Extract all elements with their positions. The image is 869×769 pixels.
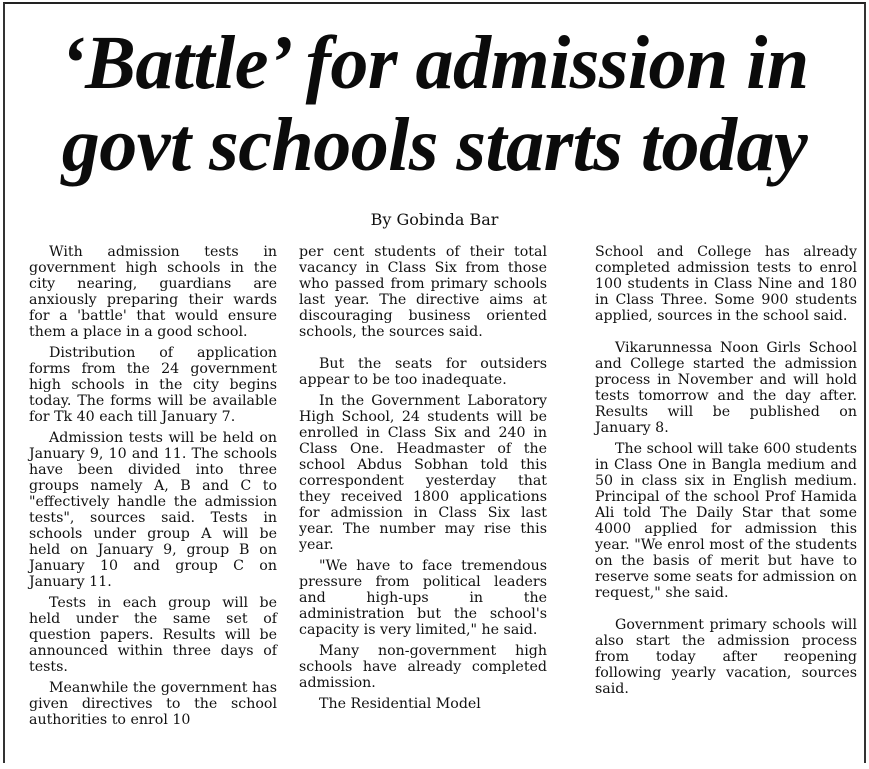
paragraph: The school will take 600 students in Class One in Bangla medium and 50 in class six in English medium. Principal of the school Prof Hamida Ali told The Daily Star that some 4000 applied for admission this year. "We enrol most of the students on the basis of merit but have to reserve some seats for admission on request," she said. <box>595 441 857 601</box>
column-1 <box>29 244 277 733</box>
paragraph: But the seats for outsiders appear to be too inadequate. <box>299 356 547 388</box>
news-article <box>3 2 866 763</box>
paragraph: per cent students of their total vacancy in Class Six from those who passed from primary schools last year. The directive aims at discouraging business oriented schools, the sources said. <box>299 244 547 340</box>
paragraph: The Residential Model <box>319 696 481 712</box>
paragraph: Government primary schools will also start the admission process from today after reopening following yearly vacation, sources said. <box>595 617 857 697</box>
byline: By Gobinda Bar <box>370 210 499 229</box>
paragraph: Many non-government high schools have already completed admission. <box>299 643 547 691</box>
headline-line-2: govt schools starts today <box>61 103 808 187</box>
paragraph: In the Government Laboratory High School, 24 students will be enrolled in Class Six and 240 in Class One. Headmaster of the school Abdus Sobhan told this correspondent yesterday that they received 1800 applications for admission in Class Six last year. The number may rise this year. <box>299 393 547 553</box>
paragraph: School and College has already completed admission tests to enrol 100 students in Class Nine and 180 in Class Three. Some 900 students applied, sources in the school said. <box>595 244 857 324</box>
paragraph: Meanwhile the government has given directives to the school authorities to enrol 10 <box>29 680 277 728</box>
paragraph: Distribution of application forms from the 24 government high schools in the city begins today. The forms will be available for Tk 40 each till January 7. <box>29 345 277 425</box>
paragraph: Admission tests will be held on January 9, 10 and 11. The schools have been divided into three groups namely A, B and C to "effectively handle the admission tests", sources said. Tests in schools under group A will be held on January 9, group B on January 10 and group C on January 11. <box>29 430 277 590</box>
paragraph: "We have to face tremendous pressure from political leaders and high-ups in the administration but the school's capacity is very limited," he said. <box>299 558 547 638</box>
column-3 <box>595 244 857 702</box>
headline-line-1: ‘Battle’ for admission in <box>60 21 809 105</box>
paragraph: Tests in each group will be held under the same set of question papers. Results will be announced within three days of tests. <box>29 595 277 675</box>
column-2 <box>299 244 547 717</box>
paragraph: Vikarunnessa Noon Girls School and College started the admission process in November and will hold tests tomorrow and the day after. Results will be published on January 8. <box>595 340 857 436</box>
paragraph: With admission tests in government high schools in the city nearing, guardians are anxiously preparing their wards for a 'battle' that would ensure them a place in a good school. <box>29 244 277 340</box>
headline <box>5 22 864 186</box>
